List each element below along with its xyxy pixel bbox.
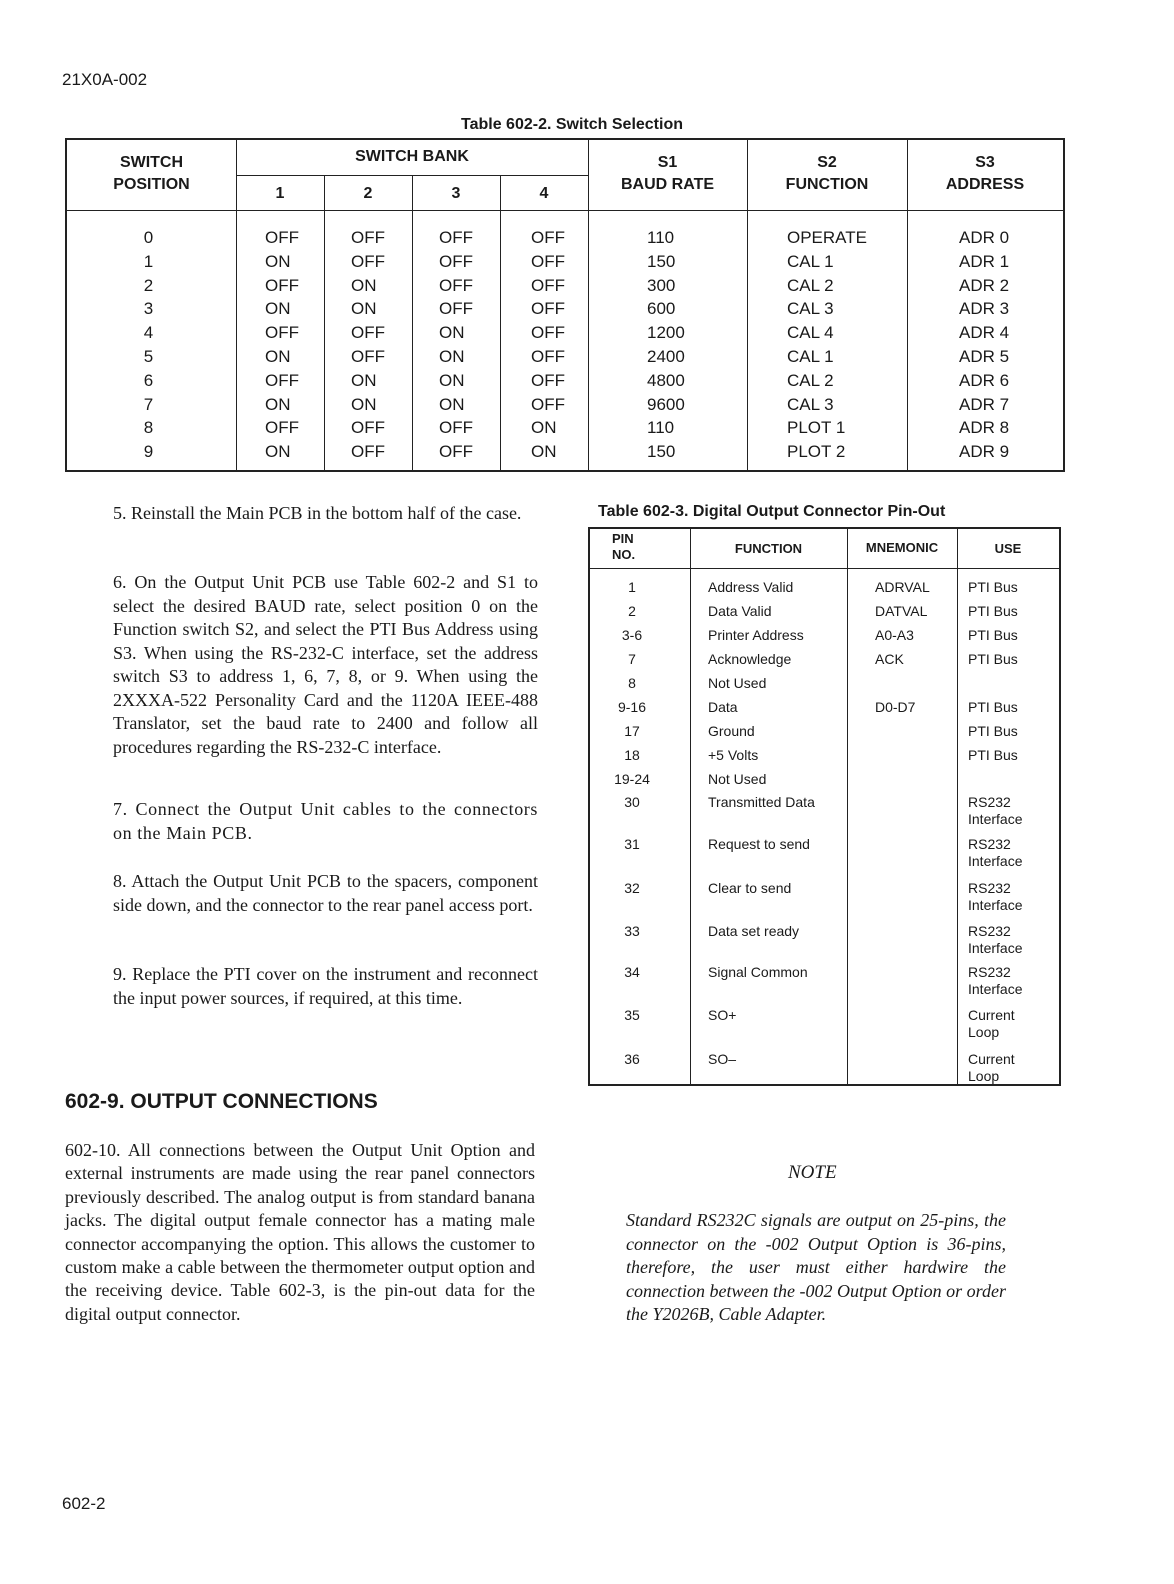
table-cell: ON bbox=[351, 394, 377, 414]
table-cell: 150 bbox=[647, 442, 676, 462]
pin-use-cell: Interface bbox=[968, 897, 1023, 913]
pin-use-cell: RS232 bbox=[968, 880, 1011, 896]
table-cell: OFF bbox=[439, 299, 473, 319]
table-cell: OFF bbox=[265, 228, 299, 247]
note-title: NOTE bbox=[788, 1162, 837, 1183]
table-cell: 1200 bbox=[647, 323, 685, 343]
pin-pin-cell: 1 bbox=[628, 579, 636, 595]
pin-function-cell: Not Used bbox=[708, 771, 767, 787]
table-cell: OFF bbox=[531, 370, 565, 390]
header-switch-bank: SWITCH BANK bbox=[355, 148, 469, 165]
pin-mnemonic-cell: D0-D7 bbox=[875, 699, 916, 715]
table-cell: OFF bbox=[531, 394, 565, 414]
table-cell: 300 bbox=[647, 275, 676, 295]
pin-use-cell: PTI Bus bbox=[968, 699, 1018, 715]
pin-function-cell: +5 Volts bbox=[708, 747, 759, 763]
pin-function-cell: Data set ready bbox=[708, 923, 800, 939]
table-cell: OFF bbox=[531, 346, 565, 366]
header-switch-position: SWITCH POSITION bbox=[113, 154, 190, 193]
table-cell: OFF bbox=[265, 370, 299, 390]
position-column bbox=[67, 226, 230, 464]
table-cell: 4800 bbox=[647, 370, 685, 390]
pin-use-cell: PTI Bus bbox=[968, 627, 1018, 643]
pin-function-cell: Signal Common bbox=[708, 964, 808, 980]
table-602-2-caption: Table 602-2. Switch Selection bbox=[461, 116, 683, 133]
table-cell: ON bbox=[439, 394, 465, 414]
table-cell: ON bbox=[351, 275, 377, 295]
pin-use-cell: PTI Bus bbox=[968, 747, 1018, 763]
table-cell: OFF bbox=[351, 323, 385, 343]
table-cell: ON bbox=[265, 346, 291, 366]
pin-function-cell: Printer Address bbox=[708, 627, 804, 643]
table-cell: 8 bbox=[143, 418, 154, 438]
table-cell: 6 bbox=[143, 370, 154, 390]
table-cell: CAL 4 bbox=[787, 323, 834, 343]
pin-use-cell: PTI Bus bbox=[968, 651, 1018, 667]
table-cell: OFF bbox=[531, 299, 565, 319]
table-cell: 110 bbox=[647, 228, 675, 247]
table-cell: CAL 2 bbox=[787, 370, 834, 390]
table-cell: ADR 8 bbox=[959, 418, 1010, 438]
table-cell: OFF bbox=[351, 442, 385, 462]
pin-function-cell: Data bbox=[708, 699, 738, 715]
baud-rate-column bbox=[647, 226, 685, 464]
table-cell: OFF bbox=[351, 228, 385, 247]
table-cell: ADR 9 bbox=[959, 442, 1010, 462]
table-cell: CAL 1 bbox=[787, 346, 834, 366]
table-cell: 110 bbox=[647, 418, 675, 438]
pinout-table bbox=[588, 527, 1061, 1086]
table-cell: ADR 2 bbox=[959, 275, 1010, 295]
pin-function-cell: Address Valid bbox=[708, 579, 794, 595]
table-cell: ADR 0 bbox=[959, 228, 1010, 247]
pin-pin-cell: 33 bbox=[624, 923, 640, 939]
pin-function-cell: Ground bbox=[708, 723, 755, 739]
table-divider bbox=[847, 529, 848, 1084]
table-cell: OFF bbox=[531, 251, 565, 271]
step-6-text: 6. On the Output Unit PCB use Table 602-2 and S1 to select the desired BAUD rate, select position 0 on the Function switch S2, and select the PTI Bus Address using S3. When using the RS-232-C interface, set the address switch S3 to address 1, 6, 7, 8, or 9. When using the 2XXXA-522 Personality Card and the 1120A IEEE-488 Translator, set the baud rate to 2400 and follow all procedures regarding the RS-232-C interface. bbox=[113, 572, 538, 757]
document-id: 21X0A-002 bbox=[62, 70, 148, 89]
table-cell: ON bbox=[265, 394, 291, 414]
table-cell: ADR 6 bbox=[959, 370, 1010, 390]
table-cell: ON bbox=[351, 299, 377, 319]
table-cell: 150 bbox=[647, 251, 676, 271]
pin-mnemonic-cell: ADRVAL bbox=[875, 579, 930, 595]
pin-pin-cell: 9-16 bbox=[617, 699, 647, 715]
pin-function-cell: Transmitted Data bbox=[708, 794, 815, 810]
table-cell: OFF bbox=[439, 418, 473, 438]
table-cell: ON bbox=[439, 370, 465, 390]
table-divider bbox=[590, 568, 1059, 569]
header-s2-function: S2 FUNCTION bbox=[785, 154, 869, 193]
table-cell: ADR 7 bbox=[959, 394, 1010, 414]
pin-pin-cell: 18 bbox=[624, 747, 640, 763]
pin-function-cell: Acknowledge bbox=[708, 651, 792, 667]
table-divider bbox=[412, 175, 413, 470]
bank-4-column bbox=[531, 226, 565, 464]
pin-pin-cell: 3-6 bbox=[621, 627, 643, 643]
table-cell: PLOT 1 bbox=[787, 418, 846, 438]
header-function: FUNCTION bbox=[734, 541, 803, 556]
table-cell: ON bbox=[265, 251, 291, 271]
header-pin-no: PIN NO. bbox=[612, 531, 636, 562]
pin-use-cell: RS232 bbox=[968, 836, 1011, 852]
pin-use-cell: RS232 bbox=[968, 794, 1011, 810]
table-cell: ON bbox=[265, 442, 291, 462]
table-cell: CAL 3 bbox=[787, 394, 834, 414]
pin-use-cell: PTI Bus bbox=[968, 579, 1018, 595]
pin-use-cell: PTI Bus bbox=[968, 603, 1018, 619]
table-cell: PLOT 2 bbox=[787, 442, 846, 462]
header-use: USE bbox=[994, 541, 1022, 556]
function-column bbox=[787, 226, 867, 464]
pin-function-cell: SO+ bbox=[708, 1007, 737, 1023]
table-cell: OFF bbox=[265, 323, 299, 343]
pin-pin-cell: 2 bbox=[628, 603, 636, 619]
table-cell: 5 bbox=[143, 346, 154, 366]
table-cell: 9 bbox=[143, 442, 154, 462]
table-cell: 4 bbox=[143, 323, 154, 343]
bank-3-column bbox=[439, 226, 473, 464]
pin-use-cell: PTI Bus bbox=[968, 723, 1018, 739]
pin-pin-cell: 17 bbox=[624, 723, 640, 739]
table-cell: OFF bbox=[531, 275, 565, 295]
address-column bbox=[959, 226, 1009, 464]
table-cell: CAL 3 bbox=[787, 299, 834, 319]
section-heading: 602-9. OUTPUT CONNECTIONS bbox=[65, 1090, 378, 1113]
pin-mnemonic-cell: ACK bbox=[875, 651, 904, 667]
pin-function-cell: Request to send bbox=[708, 836, 810, 852]
table-divider bbox=[236, 175, 588, 176]
table-cell: OFF bbox=[531, 323, 565, 343]
table-cell: 3 bbox=[143, 299, 154, 319]
table-cell: OFF bbox=[351, 418, 385, 438]
table-divider bbox=[957, 529, 958, 1084]
table-cell: OFF bbox=[351, 346, 385, 366]
pin-use-cell: Loop bbox=[968, 1068, 1000, 1084]
pin-use-cell: RS232 bbox=[968, 923, 1011, 939]
pin-use-cell: RS232 bbox=[968, 964, 1011, 980]
pin-pin-cell: 35 bbox=[624, 1007, 640, 1023]
bank-2-column bbox=[351, 226, 385, 464]
table-cell: 9600 bbox=[647, 394, 685, 414]
table-cell: OFF bbox=[531, 228, 565, 247]
pin-function-cell: SO– bbox=[708, 1051, 737, 1067]
pin-function-cell: Not Used bbox=[708, 675, 767, 691]
pin-pin-cell: 34 bbox=[624, 964, 640, 980]
table-divider bbox=[500, 175, 501, 470]
note-body: Standard RS232C signals are output on 25-pins, the connector on the -002 Output Option is 36-pins, therefore, the user must either hardwire the connection between the -002 Output Option or order the Y2026B, Cable Adapter. bbox=[626, 1210, 1006, 1324]
switch-selection-table bbox=[65, 138, 1065, 472]
table-cell: ADR 1 bbox=[959, 251, 1010, 271]
table-cell: ON bbox=[439, 323, 465, 343]
table-cell: ON bbox=[439, 346, 465, 366]
bank-1-column bbox=[265, 226, 299, 464]
header-mnemonic: MNEMONIC bbox=[865, 540, 939, 555]
table-cell: OFF bbox=[439, 275, 473, 295]
table-divider bbox=[324, 175, 325, 470]
table-cell: ADR 4 bbox=[959, 323, 1010, 343]
table-cell: 2 bbox=[143, 275, 154, 295]
step-8-text: 8. Attach the Output Unit PCB to the spacers, component side down, and the connector to the rear panel access port. bbox=[113, 871, 538, 915]
pin-use-cell: Interface bbox=[968, 811, 1023, 827]
table-cell: 600 bbox=[647, 299, 676, 319]
table-cell: 1 bbox=[143, 251, 154, 271]
table-cell: ON bbox=[265, 299, 291, 319]
table-cell: OFF bbox=[265, 418, 299, 438]
pin-use-cell: Loop bbox=[968, 1024, 1000, 1040]
table-cell: ADR 5 bbox=[959, 346, 1010, 366]
step-5-text: 5. Reinstall the Main PCB in the bottom half of the case. bbox=[113, 503, 522, 523]
table-cell: CAL 2 bbox=[787, 275, 834, 295]
pin-use-cell: Interface bbox=[968, 853, 1023, 869]
table-cell: OFF bbox=[439, 251, 473, 271]
pin-pin-cell: 7 bbox=[628, 651, 636, 667]
header-s3-address: S3 ADDRESS bbox=[945, 154, 1025, 193]
pin-pin-cell: 8 bbox=[628, 675, 636, 691]
pin-use-cell: Current bbox=[968, 1007, 1015, 1023]
pin-mnemonic-cell: DATVAL bbox=[875, 603, 928, 619]
step-7-text: 7. Connect the Output Unit cables to the connectors on the Main PCB. bbox=[113, 799, 538, 843]
table-cell: 7 bbox=[143, 394, 154, 414]
table-cell: ON bbox=[531, 418, 557, 438]
table-cell: OFF bbox=[439, 228, 473, 247]
pin-function-cell: Data Valid bbox=[708, 603, 772, 619]
pin-pin-cell: 31 bbox=[624, 836, 640, 852]
table-cell: ADR 3 bbox=[959, 299, 1010, 319]
pin-function-cell: Clear to send bbox=[708, 880, 792, 896]
pin-use-cell: Interface bbox=[968, 940, 1023, 956]
pin-use-cell: Current bbox=[968, 1051, 1015, 1067]
table-cell: 0 bbox=[143, 228, 154, 247]
pin-pin-cell: 30 bbox=[624, 794, 640, 810]
header-bank-4: 4 bbox=[539, 185, 549, 202]
table-cell: OFF bbox=[439, 442, 473, 462]
table-divider bbox=[690, 529, 691, 1084]
table-602-3-caption: Table 602-3. Digital Output Connector Pin-Out bbox=[598, 503, 946, 520]
pin-mnemonic-cell: A0-A3 bbox=[875, 627, 914, 643]
pin-use-cell: Interface bbox=[968, 981, 1023, 997]
step-9-text: 9. Replace the PTI cover on the instrument and reconnect the input power sources, if required, at this time. bbox=[113, 964, 538, 1008]
table-cell: ON bbox=[531, 442, 557, 462]
table-cell: OPERATE bbox=[787, 228, 867, 247]
table-cell: 2400 bbox=[647, 346, 685, 366]
pin-pin-cell: 32 bbox=[624, 880, 640, 896]
header-bank-2: 2 bbox=[363, 185, 373, 202]
pin-pin-cell: 19-24 bbox=[614, 771, 650, 787]
section-paragraph: 602-10. All connections between the Output Unit Option and external instruments are made using the rear panel connectors previously described. The analog output is from standard banana jacks. The digital output female connector has a mating male connector accompanying the option. This allows the customer to custom make a cable between the thermometer output option and the receiving device. Table 602-3, is the pin-out data for the digital output connector. bbox=[65, 1140, 535, 1324]
table-cell: OFF bbox=[351, 251, 385, 271]
table-cell: CAL 1 bbox=[787, 251, 834, 271]
header-bank-1: 1 bbox=[275, 185, 285, 202]
page-number: 602-2 bbox=[62, 1494, 106, 1513]
pin-pin-cell: 36 bbox=[624, 1051, 640, 1067]
header-s1-baud-rate: S1 BAUD RATE bbox=[620, 154, 715, 193]
table-divider bbox=[67, 210, 1063, 211]
header-bank-3: 3 bbox=[451, 185, 461, 202]
table-cell: OFF bbox=[265, 275, 299, 295]
table-cell: ON bbox=[351, 370, 377, 390]
